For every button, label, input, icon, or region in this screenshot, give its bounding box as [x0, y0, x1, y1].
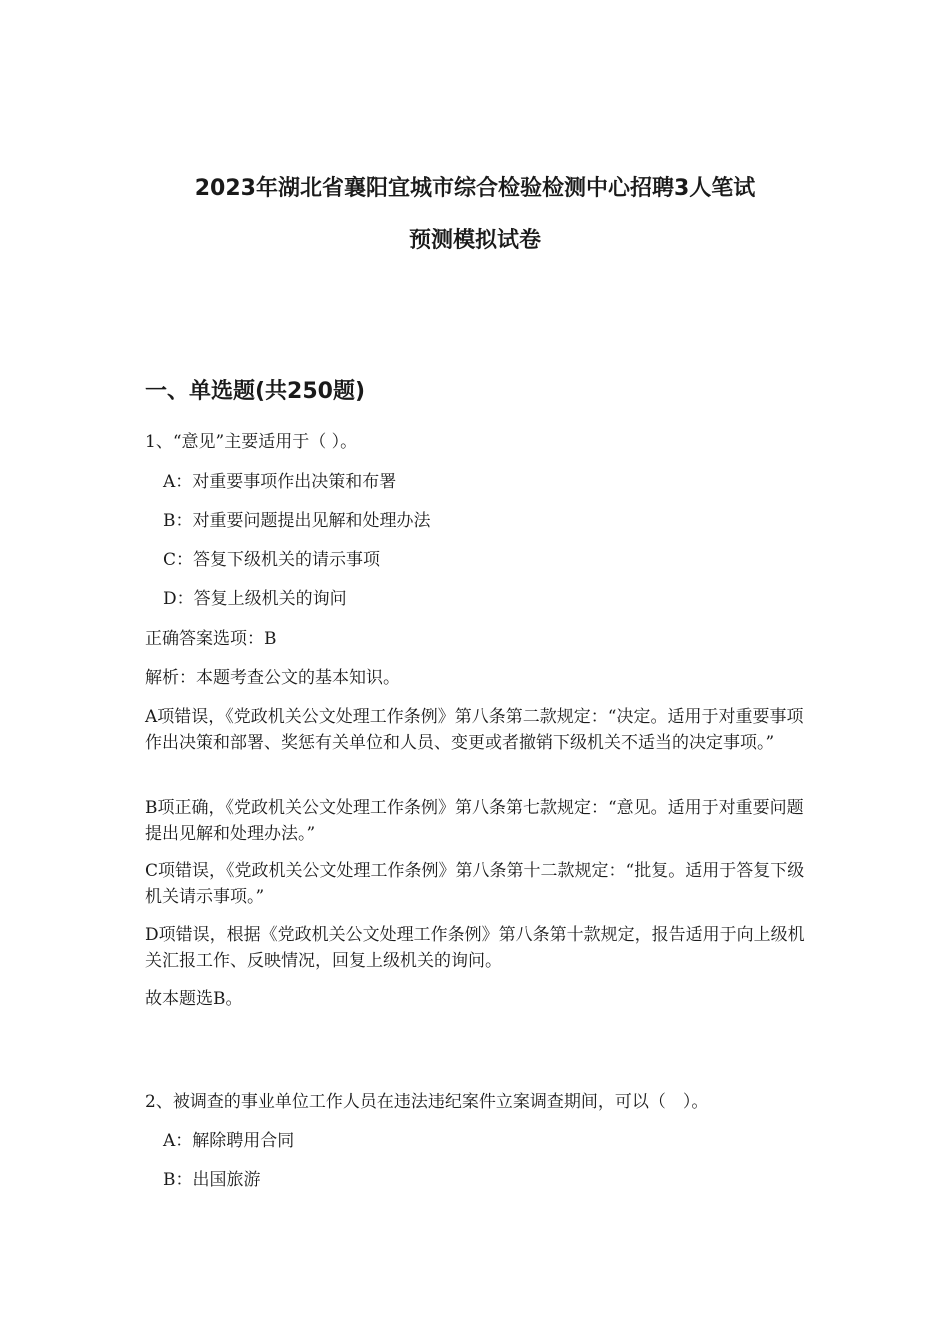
question-1-analysis-b: B项正确，《党政机关公文处理工作条例》第八条第七款规定：“意见。适用于对重要问题提出见解和处理办法。” [145, 798, 804, 844]
document-title-line-1: 2023年湖北省襄阳宜城市综合检验检测中心招聘3人笔试 [194, 176, 756, 201]
question-1-analysis-a: A项错误，《党政机关公文处理工作条例》第八条第二款规定：“决定。适用于对重要事项作出决策和部署、奖惩有关单位和人员、变更或者撤销下级机关不适当的决定事项。” [145, 707, 804, 753]
question-1-stem: 1、“意见”主要适用于（ ）。 [145, 432, 358, 452]
document-title-line-2: 预测模拟试卷 [408, 228, 541, 253]
question-1-analysis-intro: 解析：本题考查公文的基本知识。 [145, 668, 400, 688]
document-title [120, 163, 830, 267]
question-1-option-a: A：对重要事项作出决策和布署 [163, 472, 397, 492]
question-1-analysis-c: C项错误，《党政机关公文处理工作条例》第八条第十二款规定：“批复。适用于答复下级机关请示事项。” [145, 861, 805, 907]
question-1-analysis-d: D项错误，根据《党政机关公文处理工作条例》第八条第十款规定，报告适用于向上级机关汇报工作、反映情况，回复上级机关的询问。 [145, 925, 805, 971]
section-heading: 一、单选题(共250题) [145, 379, 366, 404]
question-1-option-c: C：答复下级机关的请示事项 [163, 550, 381, 570]
question-1-option-d: D：答复上级机关的询问 [163, 589, 347, 609]
question-1-option-b: B：对重要问题提出见解和处理办法 [163, 511, 431, 531]
question-2-option-a: A：解除聘用合同 [163, 1131, 295, 1151]
question-2-stem: 2、被调查的事业单位工作人员在违法违纪案件立案调查期间，可以（ ）。 [145, 1092, 709, 1112]
question-1-answer: 正确答案选项：B [145, 629, 277, 649]
question-2-option-b: B：出国旅游 [163, 1170, 261, 1190]
question-1-conclusion: 故本题选B。 [145, 989, 243, 1009]
